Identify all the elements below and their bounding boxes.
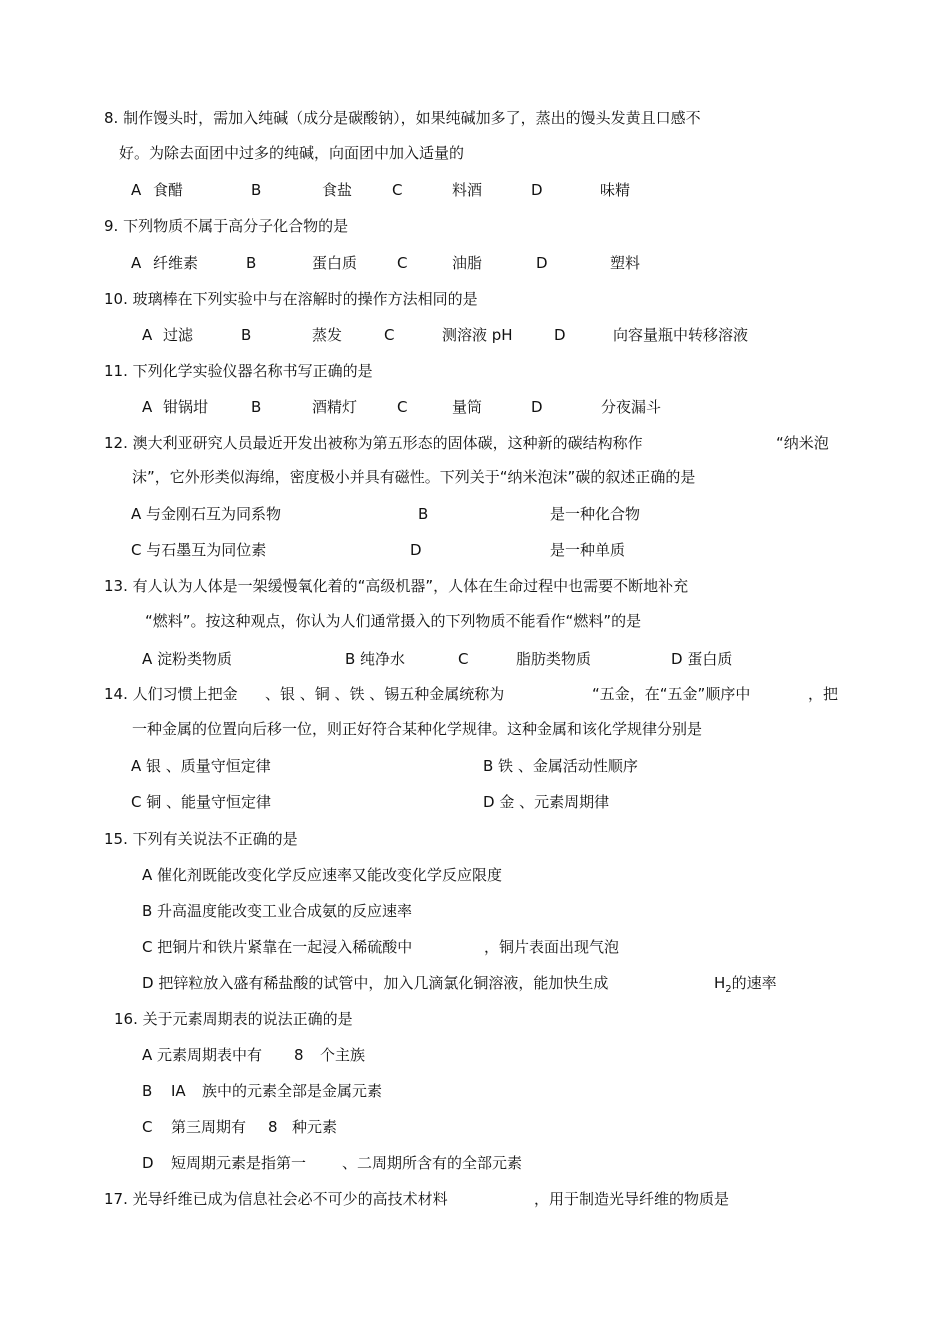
q13-option-c: 脂肪类物质 [516,650,592,668]
q15-option-d: D 把锌粒放入盛有稀盐酸的试管中，加入几滴氯化铜溶液，能加快生成 [142,974,609,992]
q15-option-b: B 升高温度能改变工业合成氨的反应速率 [142,902,413,920]
q16-option-c-letter: C [142,1118,153,1136]
q16-option-a-number: 8 [294,1046,304,1064]
q12-option-b: 是一种化合物 [550,505,641,523]
q8-option-a-letter: A [131,181,142,199]
q8-stem-line1: 8. 制作馒头时，需加入纯碱（成分是碳酸钠），如果纯碱加多了，蒸出的馒头发黄且口感不 [104,109,701,127]
q11-option-d-letter: D [531,398,543,416]
q12-stem-line1: 12. 澳大利亚研究人员最近开发出被称为第五形态的固体碳，这种新的碳结构称作 [104,434,643,452]
q15-option-d-end [714,973,777,1000]
q16-option-c-number: 8 [268,1118,278,1136]
q11-option-d: 分夜漏斗 [601,398,662,416]
q8-option-d: 味精 [600,181,631,199]
q11-option-b: 酒精灯 [312,398,358,416]
q9-option-a: 纤维素 [153,254,199,272]
q16-option-d: 短周期元素是指第一 [171,1154,307,1172]
q16-option-d-letter: D [142,1154,154,1172]
q14-stem-line1-c: “五金，在“五金”顺序中 [592,685,751,703]
q17-stem-end: ，用于制造光导纤维的物质是 [534,1190,730,1208]
q16-option-a-end: 个主族 [320,1046,366,1064]
q16-option-c-end: 种元素 [292,1118,338,1136]
q11-stem: 11. 下列化学实验仪器名称书写正确的是 [104,362,373,380]
q9-option-c-letter: C [397,254,408,272]
q14-stem-line1-d: ，把 [808,685,839,703]
q14-option-b: B 铁 、金属活动性顺序 [483,757,638,775]
q10-option-d-letter: D [554,326,566,344]
q14-stem-line1-b: 、银 、铜 、铁 、锡五种金属统称为 [265,685,505,703]
q13-option-d: D 蛋白质 [671,650,733,668]
q16-option-c: 第三周期有 [171,1118,247,1136]
q12-option-b-letter: B [418,505,429,523]
q15-option-a: A 催化剂既能改变化学反应速率又能改变化学反应限度 [142,866,503,884]
q11-option-c-letter: C [397,398,408,416]
q12-option-a: A 与金刚石互为同系物 [131,505,282,523]
q10-option-c: 测溶液 pH [442,326,513,344]
q14-option-d: D 金 、元素周期律 [483,793,610,811]
q8-option-a: 食醋 [153,181,184,199]
q11-option-a: 钳锅坩 [163,398,209,416]
q9-option-d: 塑料 [610,254,641,272]
q12-option-d: 是一种单质 [550,541,626,559]
q9-option-c: 油脂 [452,254,483,272]
q8-option-b-letter: B [251,181,262,199]
q14-option-a: A 银 、质量守恒定律 [131,757,271,775]
q10-option-c-letter: C [384,326,395,344]
q10-option-d: 向容量瓶中转移溶液 [613,326,749,344]
q11-option-b-letter: B [251,398,262,416]
q13-option-a: A 淀粉类物质 [142,650,233,668]
q14-option-c: C 铜 、能量守恒定律 [131,793,272,811]
q13-option-b: B 纯净水 [345,650,406,668]
q12-stem-line1-end: “纳米泡 [776,434,829,452]
q8-option-c: 料酒 [452,181,483,199]
subscript-2: 2 [725,984,732,995]
q11-option-a-letter: A [142,398,153,416]
q9-option-b: 蛋白质 [312,254,358,272]
q15-option-c-end: ，铜片表面出现气泡 [484,938,620,956]
q13-stem-line1: 13. 有人认为人体是一架缓慢氧化着的“高级机器”，人体在生命过程中也需要不断地补充 [104,577,689,595]
q14-stem-line2: 一种金属的位置向后移一位，则正好符合某种化学规律。这种金属和该化学规律分别是 [132,720,703,738]
q15-stem: 15. 下列有关说法不正确的是 [104,830,298,848]
q15-option-c: C 把铜片和铁片紧靠在一起浸入稀硫酸中 [142,938,413,956]
q8-option-c-letter: C [392,181,403,199]
h-symbol: H [714,974,726,992]
q16-option-a: A 元素周期表中有 [142,1046,263,1064]
q16-option-d-end: 、二周期所含有的全部元素 [342,1154,523,1172]
q12-option-d-letter: D [410,541,422,559]
q13-stem-line2: “燃料”。按这种观点，你认为人们通常摄入的下列物质不能看作“燃料”的是 [145,612,642,630]
q11-option-c: 量筒 [452,398,483,416]
q10-option-b: 蒸发 [312,326,343,344]
q16-stem: 16. 关于元素周期表的说法正确的是 [114,1010,353,1028]
q16-option-b-letter: B [142,1082,153,1100]
q16-option-b: 族中的元素全部是金属元素 [202,1082,383,1100]
q12-option-c: C 与石墨互为同位素 [131,541,267,559]
q9-option-b-letter: B [246,254,257,272]
q16-option-b-group: IA [171,1082,186,1100]
q10-option-a-letter: A [142,326,153,344]
q8-option-b: 食盐 [322,181,353,199]
q10-option-b-letter: B [241,326,252,344]
q10-option-a: 过滤 [163,326,194,344]
q9-option-a-letter: A [131,254,142,272]
q12-stem-line2: 沫”，它外形类似海绵，密度极小并具有磁性。下列关于“纳米泡沫”碳的叙述正确的是 [132,468,696,486]
rate-text: 的速率 [731,974,777,992]
q9-stem: 9. 下列物质不属于高分子化合物的是 [104,217,349,235]
q13-option-c-letter: C [458,650,469,668]
q17-stem: 17. 光导纤维已成为信息社会必不可少的高技术材料 [104,1190,448,1208]
q10-stem: 10. 玻璃棒在下列实验中与在溶解时的操作方法相同的是 [104,290,478,308]
q8-stem-line2: 好。为除去面团中过多的纯碱，向面团中加入适量的 [119,144,465,162]
q8-option-d-letter: D [531,181,543,199]
q9-option-d-letter: D [536,254,548,272]
q14-stem-line1-a: 14. 人们习惯上把金 [104,685,238,703]
